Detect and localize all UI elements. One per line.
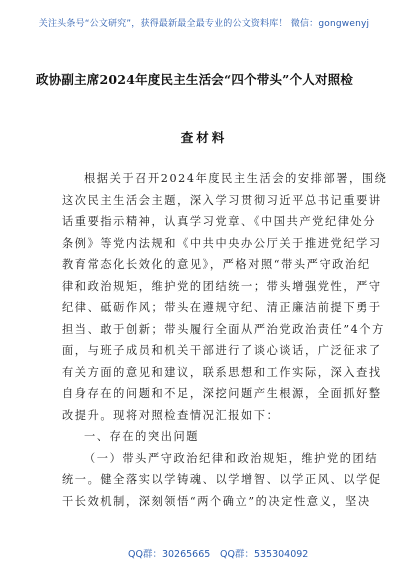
body-line: 根据关于召开2024年度民主生活会的安排部署，围绕 <box>84 172 388 185</box>
body-line: 教育常态化长效化的意见》，严格对照“带头严守政治纪 <box>62 258 371 271</box>
section-heading: 一、存在的突出问题 <box>84 430 200 443</box>
body-line: 话重要指示精神，认真学习党章、《中国共产党纪律处分 <box>62 215 377 228</box>
body-line: 律和政治规矩，维护党的团结统一；带头增强党性，严守 <box>62 279 382 293</box>
body-line: 这次民主生活会主题，深入学习贯彻习近平总书记重要讲 <box>62 193 382 207</box>
footer-qq-group-1: QQ群：30265665 <box>128 549 211 560</box>
document-body <box>62 168 388 512</box>
body-line: 有关方面的意见和建议，联系思想和工作实际，深入查找 <box>62 365 382 379</box>
subsection-line: 干长效机制，深刻领悟“两个确立”的决定性意义，坚决 <box>62 494 371 508</box>
body-line: 纪律、砥砺作风；带头在遵规守纪、清正廉洁前提下勇于 <box>62 301 382 314</box>
body-line: 面，与班子成员和机关干部进行了谈心谈话，广泛征求了 <box>62 344 382 357</box>
document-title-line-1: 政协副主席2024年度民主生活会“四个带头”个人对照检 <box>36 72 354 87</box>
subsection-line: （一）带头严守政治纪律和政治规矩，维护党的团结 <box>84 451 379 465</box>
body-line: 改提升。现将对照检查情况汇报如下： <box>62 408 280 422</box>
body-line: 自身存在的问题和不足，深挖问题产生根源，全面抓好整 <box>62 387 382 400</box>
body-line: 条例》等党内法规和《中共中央办公厅关于推进党纪学习 <box>62 236 382 250</box>
footer <box>0 544 408 566</box>
footer-qq-group-2: QQ群：535304092 <box>220 549 309 560</box>
document-title-line-2: 查材料 <box>180 130 228 145</box>
body-line: 担当、敢于创新；带头履行全面从严治党政治责任”4个方 <box>62 322 385 336</box>
header-banner: 关注头条号“公文研究”，获得最新最全最专业的公文资料库！ 微信：gongwenyj <box>38 19 370 29</box>
subsection-line: 统一。健全落实以学铸魂、以学增智、以学正风、以学促 <box>62 473 382 486</box>
